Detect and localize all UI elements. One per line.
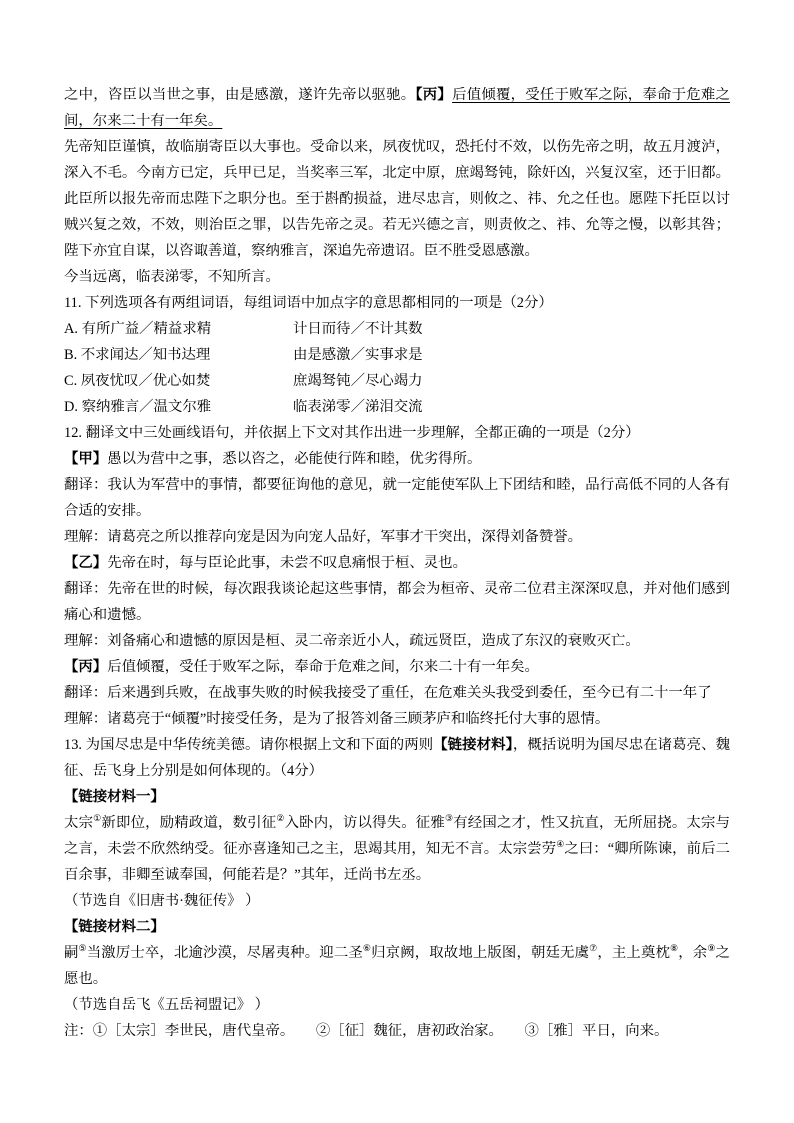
question-12-jia-translation	[64, 472, 730, 524]
text-segment: （节选自《旧唐书·魏征传》 ）	[64, 893, 260, 909]
question-11-option-d	[64, 394, 730, 420]
document-body	[64, 82, 730, 1044]
text-segment: 翻译：后来遇到兵败，在战事失败的时候我接受了重任，在危难关头我受到委任，至今已有二十一年了	[64, 685, 712, 701]
question-12-stem	[64, 420, 730, 446]
option-word-group-2: 庶竭驽钝／尽心竭力	[293, 373, 423, 389]
text-segment: 理解：诸葛亮于“倾覆”时接受任务，是为了报答刘备三顾茅庐和临终托付大事的恩情。	[64, 711, 610, 727]
option-word-group-1: C. 夙夜忧叹／优心如焚	[64, 373, 211, 389]
text-segment: 翻译：我认为军营中的事情，都要征询他的意见，就一定能使军队上下团结和睦，品行高低不同的人各有合适的安排。	[64, 477, 730, 519]
option-word-group-2: 由是感激／实事求是	[293, 347, 423, 363]
text-segment: 当激厉士卒，北逾沙漠，尽屠夷种。迎二圣	[86, 945, 363, 961]
text-segment: 11. 下列选项各有两组词语，每组词语中加点字的意思都相同的一项是（2分）	[64, 295, 553, 311]
text-segment: 【甲】	[64, 451, 108, 467]
text-segment: 后值倾覆，受任于败军之际，奉命于危难之间，尔来二十有一年矣。	[64, 87, 730, 129]
text-segment: 入卧内，访以得失。征雅	[284, 815, 445, 831]
text-segment: ①	[93, 813, 102, 824]
link-material-2-text	[64, 940, 730, 992]
option-word-group-2: 临表涕零／涕泪交流	[293, 399, 423, 415]
question-12-bing-sentence	[64, 654, 730, 680]
paragraph-chushibiao-body	[64, 134, 730, 264]
link-material-1-header	[64, 784, 730, 810]
text-segment: 愚以为营中之事，悉以咨之，必能使行阵和睦，优劣得所。	[107, 451, 482, 467]
link-material-1-source	[64, 888, 730, 914]
text-segment: 之中，咨臣以当世之事，由是感激，遂许先帝以驱驰。	[64, 87, 416, 103]
text-segment: 嗣	[64, 945, 79, 961]
footnotes	[64, 1018, 730, 1044]
question-12-yi-interpretation	[64, 628, 730, 654]
text-segment: 理解：请葛亮之所以推荐向宠是因为向宠人品好，军事才干突出，深得刘备赞誉。	[64, 529, 583, 545]
text-segment: （节选自岳飞《五岳祠盟记》 ）	[64, 997, 270, 1013]
text-segment: ③	[444, 813, 454, 824]
text-segment: 【丙】	[415, 87, 453, 103]
option-word-group-1: D. 察纳雅言／温文尔雅	[64, 399, 212, 415]
text-segment: ，主上奠枕	[597, 945, 671, 961]
text-segment: 有经国之才，性又抗直，无所屈挠。太宗与之言，未尝不欣然纳受。征亦喜逢知己之主，思竭其用，知无不言。太宗尝劳	[64, 815, 730, 857]
paragraph-chushibiao-continuation	[64, 82, 730, 134]
option-word-group-1: B. 不求闻达／知书达理	[64, 347, 211, 363]
text-segment: ②	[276, 813, 285, 824]
question-11-option-b	[64, 342, 730, 368]
paragraph-chushibiao-ending	[64, 264, 730, 290]
text-segment: ⑥	[362, 943, 372, 954]
text-segment: ④	[556, 839, 565, 850]
link-material-2-header	[64, 914, 730, 940]
text-segment: ，余	[678, 945, 708, 961]
question-11-option-c	[64, 368, 730, 394]
text-segment: 今当远离，临表涕零，不知所言。	[64, 269, 280, 285]
question-13-stem	[64, 732, 730, 784]
text-segment: 【链接材料一】	[64, 789, 165, 805]
text-segment: ，概括说明为国尽忠在诸葛亮、魏征、岳飞身上分别是如何体现的。（4分）	[64, 737, 730, 779]
text-segment: 翻译：先帝在世的时候，每次跟我谈论起这些事情，都会为桓帝、灵帝二位君主深深叹息，并对他们感到痛心和遗憾。	[64, 581, 730, 623]
text-segment: 太宗	[64, 815, 94, 831]
question-11-option-a	[64, 316, 730, 342]
text-segment: 新即位，励精政道，数引征	[101, 815, 277, 831]
text-segment: 之曰：“卿所陈谏，前后二百余事，非卿至诚奉国，何能若是？”其年，迁尚书左丞。	[64, 841, 730, 883]
question-12-yi-sentence	[64, 550, 730, 576]
text-segment: 【丙】	[64, 659, 108, 675]
text-segment: 后值倾覆，受任于败军之际，奉命于危难之间，尔来二十有一年矣。	[107, 659, 539, 675]
link-material-2-source	[64, 992, 730, 1018]
text-segment: 【链接材料】	[433, 737, 513, 753]
text-segment: 理解：刘备痛心和遗憾的原因是桓、灵二帝亲近小人，疏远贤臣，造成了东汉的衰败灭亡。	[64, 633, 640, 649]
text-segment: 注：①［太宗］李世民，唐代皇帝。 ②［征］魏征，唐初政治家。 ③［雅］平日，向来。	[64, 1023, 669, 1039]
question-11-stem	[64, 290, 730, 316]
question-12-bing-interpretation	[64, 706, 730, 732]
question-12-yi-translation	[64, 576, 730, 628]
text-segment: ⑦	[589, 943, 598, 954]
text-segment: 12. 翻译文中三处画线语句，并依据上下文对其作出进一步理解，全都正确的一项是（2分）	[64, 425, 640, 441]
question-12-jia-interpretation	[64, 524, 730, 550]
text-segment: ⑧	[670, 943, 679, 954]
link-material-1-text	[64, 810, 730, 888]
text-segment: 归京阙，取故地上版图，朝廷无虞	[371, 945, 590, 961]
text-segment: 【链接材料二】	[64, 919, 165, 935]
text-segment: 之愿也。	[64, 945, 730, 987]
text-segment: 13. 为国尽忠是中华传统美德。请你根据上文和下面的两则	[64, 737, 434, 753]
text-segment: ⑤	[78, 943, 87, 954]
option-word-group-1: A. 有所广益／精益求精	[64, 321, 212, 337]
option-word-group-2: 计日而待／不计其数	[293, 321, 423, 337]
text-segment: 先帝在时，每与臣论此事，未尝不叹息痛恨于桓、灵也。	[107, 555, 467, 571]
question-12-bing-translation	[64, 680, 730, 706]
text-segment: 先帝知臣谨慎，故临崩寄臣以大事也。受命以来，夙夜忧叹，恐托付不效，以伤先帝之明，故五月渡泸，深入不毛。今南方已定，兵甲已足，当奖率三军，北定中原，庶竭驽钝，除奸凶，兴复汉室，还于旧都。此臣所以报先帝而忠陛下之职分也。至于斟酌损益，进尽忠言，则攸之、祎、允之任也。愿陛下托臣以讨贼兴复之效，不效，则治臣之罪，以告先帝之灵。若无兴德之言，则责攸之、祎、允等之慢，以彰其咎；陛下亦宜自谋，以咨诹善道，察纳雅言，深追先帝遗诏。臣不胜受恩感激。	[64, 139, 730, 259]
text-segment: 【乙】	[64, 555, 108, 571]
text-segment: ⑨	[707, 943, 716, 954]
question-12-jia-sentence	[64, 446, 730, 472]
